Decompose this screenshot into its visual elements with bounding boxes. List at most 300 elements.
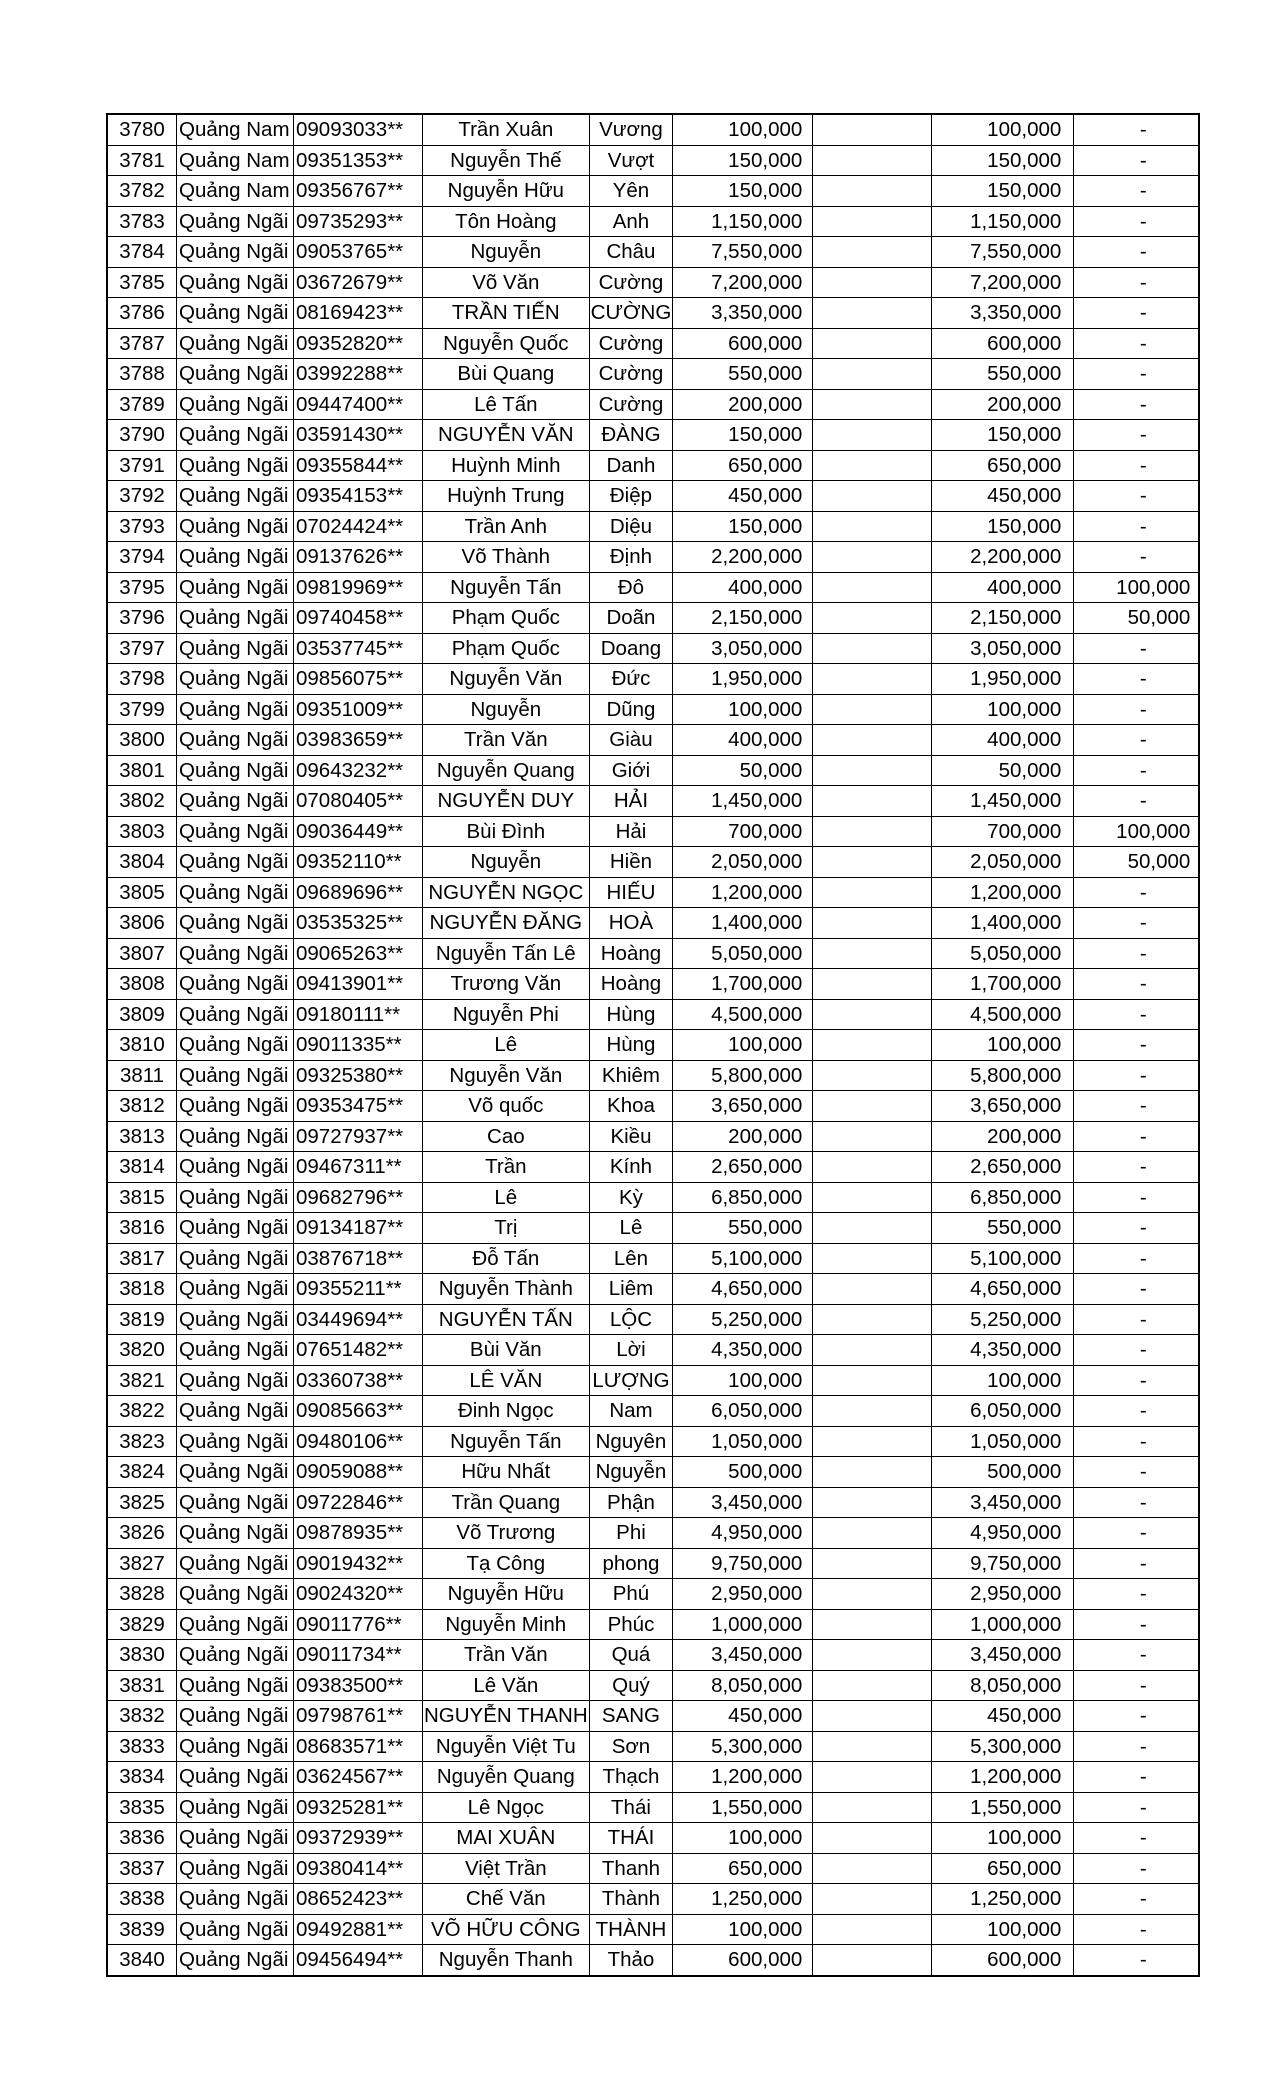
table-row — [107, 1548, 1199, 1579]
paid-amount-cell: 200,000 — [932, 1121, 1074, 1152]
amount-cell: 4,500,000 — [673, 999, 813, 1030]
first-name-cell: Cường — [589, 389, 673, 420]
row-number-cell: 3815 — [107, 1182, 177, 1213]
extra-amount-cell: - — [1074, 1121, 1200, 1152]
first-name-cell: SANG — [589, 1701, 673, 1732]
blank-cell — [813, 298, 932, 329]
province-cell: Quảng Ngãi — [177, 1487, 294, 1518]
row-number-cell: 3820 — [107, 1335, 177, 1366]
table-row — [107, 450, 1199, 481]
extra-amount-cell: - — [1074, 1945, 1200, 1976]
phone-cell: 09352110** — [294, 847, 423, 878]
first-name-cell: Phận — [589, 1487, 673, 1518]
phone-cell: 09325281** — [294, 1792, 423, 1823]
first-name-cell: Thái — [589, 1792, 673, 1823]
paid-amount-cell: 150,000 — [932, 511, 1074, 542]
blank-cell — [813, 1030, 932, 1061]
last-name-cell: Nguyễn Hữu — [423, 1579, 590, 1610]
first-name-cell: THÁI — [589, 1823, 673, 1854]
province-cell: Quảng Ngãi — [177, 481, 294, 512]
paid-amount-cell: 600,000 — [932, 328, 1074, 359]
last-name-cell: NGUYỄN DUY — [423, 786, 590, 817]
extra-amount-cell: - — [1074, 1152, 1200, 1183]
first-name-cell: Kính — [589, 1152, 673, 1183]
amount-cell: 100,000 — [673, 1823, 813, 1854]
phone-cell: 09856075** — [294, 664, 423, 695]
paid-amount-cell: 2,050,000 — [932, 847, 1074, 878]
row-number-cell: 3818 — [107, 1274, 177, 1305]
phone-cell: 09059088** — [294, 1457, 423, 1488]
last-name-cell: Trần Xuân — [423, 114, 590, 145]
last-name-cell: NGUYỄN TẤN — [423, 1304, 590, 1335]
province-cell: Quảng Ngãi — [177, 1182, 294, 1213]
first-name-cell: Vương — [589, 114, 673, 145]
amount-cell: 7,550,000 — [673, 237, 813, 268]
row-number-cell: 3828 — [107, 1579, 177, 1610]
row-number-cell: 3814 — [107, 1152, 177, 1183]
extra-amount-cell: - — [1074, 1670, 1200, 1701]
amount-cell: 5,050,000 — [673, 938, 813, 969]
blank-cell — [813, 1609, 932, 1640]
phone-cell: 09137626** — [294, 542, 423, 573]
paid-amount-cell: 550,000 — [932, 1213, 1074, 1244]
blank-cell — [813, 1548, 932, 1579]
amount-cell: 200,000 — [673, 389, 813, 420]
amount-cell: 4,950,000 — [673, 1518, 813, 1549]
first-name-cell: Liêm — [589, 1274, 673, 1305]
row-number-cell: 3783 — [107, 206, 177, 237]
province-cell: Quảng Nam — [177, 114, 294, 145]
table-row — [107, 1243, 1199, 1274]
phone-cell: 09735293** — [294, 206, 423, 237]
amount-cell: 150,000 — [673, 420, 813, 451]
table-body — [107, 114, 1199, 1976]
province-cell: Quảng Ngãi — [177, 1396, 294, 1427]
last-name-cell: Nguyễn Việt Tu — [423, 1731, 590, 1762]
province-cell: Quảng Ngãi — [177, 908, 294, 939]
table-row — [107, 1365, 1199, 1396]
first-name-cell: Phi — [589, 1518, 673, 1549]
extra-amount-cell: - — [1074, 237, 1200, 268]
last-name-cell: Nguyễn Phi — [423, 999, 590, 1030]
province-cell: Quảng Ngãi — [177, 1060, 294, 1091]
last-name-cell: Đinh Ngọc — [423, 1396, 590, 1427]
extra-amount-cell: 100,000 — [1074, 816, 1200, 847]
paid-amount-cell: 3,350,000 — [932, 298, 1074, 329]
blank-cell — [813, 1335, 932, 1366]
blank-cell — [813, 1670, 932, 1701]
row-number-cell: 3825 — [107, 1487, 177, 1518]
row-number-cell: 3784 — [107, 237, 177, 268]
table-row — [107, 1396, 1199, 1427]
row-number-cell: 3791 — [107, 450, 177, 481]
first-name-cell: Đức — [589, 664, 673, 695]
first-name-cell: LỘC — [589, 1304, 673, 1335]
first-name-cell: Thanh — [589, 1853, 673, 1884]
blank-cell — [813, 511, 932, 542]
phone-cell: 03624567** — [294, 1762, 423, 1793]
row-number-cell: 3819 — [107, 1304, 177, 1335]
blank-cell — [813, 206, 932, 237]
paid-amount-cell: 1,000,000 — [932, 1609, 1074, 1640]
extra-amount-cell: - — [1074, 267, 1200, 298]
phone-cell: 03591430** — [294, 420, 423, 451]
blank-cell — [813, 1579, 932, 1610]
first-name-cell: Phúc — [589, 1609, 673, 1640]
donation-table — [106, 113, 1200, 1977]
row-number-cell: 3834 — [107, 1762, 177, 1793]
amount-cell: 400,000 — [673, 725, 813, 756]
row-number-cell: 3781 — [107, 145, 177, 176]
last-name-cell: Nguyễn Tấn — [423, 1426, 590, 1457]
phone-cell: 09447400** — [294, 389, 423, 420]
paid-amount-cell: 100,000 — [932, 114, 1074, 145]
amount-cell: 650,000 — [673, 450, 813, 481]
phone-cell: 03449694** — [294, 1304, 423, 1335]
province-cell: Quảng Ngãi — [177, 542, 294, 573]
extra-amount-cell: - — [1074, 389, 1200, 420]
paid-amount-cell: 2,650,000 — [932, 1152, 1074, 1183]
province-cell: Quảng Ngãi — [177, 206, 294, 237]
blank-cell — [813, 389, 932, 420]
amount-cell: 50,000 — [673, 755, 813, 786]
paid-amount-cell: 100,000 — [932, 1914, 1074, 1945]
first-name-cell: Yên — [589, 176, 673, 207]
extra-amount-cell: - — [1074, 1518, 1200, 1549]
row-number-cell: 3794 — [107, 542, 177, 573]
row-number-cell: 3789 — [107, 389, 177, 420]
first-name-cell: HOÀ — [589, 908, 673, 939]
last-name-cell: Nguyễn Văn — [423, 1060, 590, 1091]
blank-cell — [813, 1823, 932, 1854]
extra-amount-cell: - — [1074, 1792, 1200, 1823]
phone-cell: 09351009** — [294, 694, 423, 725]
phone-cell: 09085663** — [294, 1396, 423, 1427]
phone-cell: 03983659** — [294, 725, 423, 756]
table-row — [107, 1518, 1199, 1549]
last-name-cell: Võ quốc — [423, 1091, 590, 1122]
extra-amount-cell: - — [1074, 877, 1200, 908]
table-row — [107, 114, 1199, 145]
table-row — [107, 1487, 1199, 1518]
first-name-cell: Hùng — [589, 999, 673, 1030]
extra-amount-cell: - — [1074, 359, 1200, 390]
extra-amount-cell: - — [1074, 633, 1200, 664]
row-number-cell: 3792 — [107, 481, 177, 512]
table-row — [107, 572, 1199, 603]
blank-cell — [813, 1243, 932, 1274]
blank-cell — [813, 1792, 932, 1823]
last-name-cell: Bùi Đình — [423, 816, 590, 847]
amount-cell: 5,250,000 — [673, 1304, 813, 1335]
amount-cell: 5,300,000 — [673, 1731, 813, 1762]
paid-amount-cell: 100,000 — [932, 1823, 1074, 1854]
province-cell: Quảng Ngãi — [177, 1914, 294, 1945]
last-name-cell: Nguyễn Quang — [423, 1762, 590, 1793]
row-number-cell: 3801 — [107, 755, 177, 786]
first-name-cell: HẢI — [589, 786, 673, 817]
extra-amount-cell: - — [1074, 481, 1200, 512]
paid-amount-cell: 6,050,000 — [932, 1396, 1074, 1427]
phone-cell: 08652423** — [294, 1884, 423, 1915]
last-name-cell: Nguyễn Thành — [423, 1274, 590, 1305]
extra-amount-cell: - — [1074, 755, 1200, 786]
row-number-cell: 3793 — [107, 511, 177, 542]
extra-amount-cell: - — [1074, 1487, 1200, 1518]
phone-cell: 07651482** — [294, 1335, 423, 1366]
amount-cell: 4,650,000 — [673, 1274, 813, 1305]
paid-amount-cell: 2,150,000 — [932, 603, 1074, 634]
row-number-cell: 3790 — [107, 420, 177, 451]
first-name-cell: Lời — [589, 1335, 673, 1366]
paid-amount-cell: 9,750,000 — [932, 1548, 1074, 1579]
province-cell: Quảng Ngãi — [177, 450, 294, 481]
table-row — [107, 1426, 1199, 1457]
first-name-cell: Khiêm — [589, 1060, 673, 1091]
first-name-cell: Sơn — [589, 1731, 673, 1762]
province-cell: Quảng Ngãi — [177, 1091, 294, 1122]
last-name-cell: Nguyễn Hữu — [423, 176, 590, 207]
blank-cell — [813, 420, 932, 451]
paid-amount-cell: 100,000 — [932, 694, 1074, 725]
amount-cell: 1,250,000 — [673, 1884, 813, 1915]
row-number-cell: 3817 — [107, 1243, 177, 1274]
last-name-cell: Nguyễn Tấn — [423, 572, 590, 603]
table-row — [107, 694, 1199, 725]
phone-cell: 09682796** — [294, 1182, 423, 1213]
table-row — [107, 1609, 1199, 1640]
province-cell: Quảng Ngãi — [177, 359, 294, 390]
paid-amount-cell: 8,050,000 — [932, 1670, 1074, 1701]
province-cell: Quảng Ngãi — [177, 1152, 294, 1183]
blank-cell — [813, 1945, 932, 1976]
extra-amount-cell: - — [1074, 420, 1200, 451]
amount-cell: 1,200,000 — [673, 1762, 813, 1793]
paid-amount-cell: 1,200,000 — [932, 877, 1074, 908]
blank-cell — [813, 1121, 932, 1152]
last-name-cell: Trần Văn — [423, 1640, 590, 1671]
table-row — [107, 725, 1199, 756]
last-name-cell: Bùi Quang — [423, 359, 590, 390]
first-name-cell: phong — [589, 1548, 673, 1579]
extra-amount-cell: - — [1074, 1640, 1200, 1671]
phone-cell: 03672679** — [294, 267, 423, 298]
blank-cell — [813, 999, 932, 1030]
last-name-cell: Nguyễn Thanh — [423, 1945, 590, 1976]
last-name-cell: Bùi Văn — [423, 1335, 590, 1366]
row-number-cell: 3826 — [107, 1518, 177, 1549]
amount-cell: 2,150,000 — [673, 603, 813, 634]
table-row — [107, 1731, 1199, 1762]
amount-cell: 7,200,000 — [673, 267, 813, 298]
extra-amount-cell: - — [1074, 725, 1200, 756]
province-cell: Quảng Ngãi — [177, 938, 294, 969]
phone-cell: 09456494** — [294, 1945, 423, 1976]
province-cell: Quảng Ngãi — [177, 999, 294, 1030]
row-number-cell: 3802 — [107, 786, 177, 817]
province-cell: Quảng Ngãi — [177, 1640, 294, 1671]
paid-amount-cell: 5,800,000 — [932, 1060, 1074, 1091]
table-row — [107, 1152, 1199, 1183]
amount-cell: 150,000 — [673, 511, 813, 542]
amount-cell: 3,450,000 — [673, 1487, 813, 1518]
table-row — [107, 145, 1199, 176]
amount-cell: 8,050,000 — [673, 1670, 813, 1701]
extra-amount-cell: - — [1074, 1457, 1200, 1488]
row-number-cell: 3813 — [107, 1121, 177, 1152]
province-cell: Quảng Ngãi — [177, 1030, 294, 1061]
blank-cell — [813, 694, 932, 725]
table-row — [107, 1030, 1199, 1061]
province-cell: Quảng Ngãi — [177, 328, 294, 359]
last-name-cell: Huỳnh Trung — [423, 481, 590, 512]
province-cell: Quảng Ngãi — [177, 694, 294, 725]
blank-cell — [813, 969, 932, 1000]
phone-cell: 09480106** — [294, 1426, 423, 1457]
row-number-cell: 3823 — [107, 1426, 177, 1457]
province-cell: Quảng Ngãi — [177, 1670, 294, 1701]
first-name-cell: Cường — [589, 359, 673, 390]
amount-cell: 700,000 — [673, 816, 813, 847]
last-name-cell: Huỳnh Minh — [423, 450, 590, 481]
last-name-cell: Võ Trương — [423, 1518, 590, 1549]
province-cell: Quảng Ngãi — [177, 633, 294, 664]
table-row — [107, 511, 1199, 542]
phone-cell: 09727937** — [294, 1121, 423, 1152]
last-name-cell: Việt Trần — [423, 1853, 590, 1884]
blank-cell — [813, 633, 932, 664]
province-cell: Quảng Ngãi — [177, 1213, 294, 1244]
row-number-cell: 3805 — [107, 877, 177, 908]
first-name-cell: Hải — [589, 816, 673, 847]
table-row — [107, 1182, 1199, 1213]
amount-cell: 1,700,000 — [673, 969, 813, 1000]
blank-cell — [813, 1182, 932, 1213]
paid-amount-cell: 5,250,000 — [932, 1304, 1074, 1335]
table-row — [107, 1884, 1199, 1915]
paid-amount-cell: 400,000 — [932, 572, 1074, 603]
amount-cell: 550,000 — [673, 1213, 813, 1244]
blank-cell — [813, 1914, 932, 1945]
blank-cell — [813, 1518, 932, 1549]
amount-cell: 400,000 — [673, 572, 813, 603]
table-row — [107, 206, 1199, 237]
table-row — [107, 938, 1199, 969]
phone-cell: 09351353** — [294, 145, 423, 176]
phone-cell: 09798761** — [294, 1701, 423, 1732]
phone-cell: 07024424** — [294, 511, 423, 542]
phone-cell: 09467311** — [294, 1152, 423, 1183]
phone-cell: 09355211** — [294, 1274, 423, 1305]
paid-amount-cell: 7,200,000 — [932, 267, 1074, 298]
paid-amount-cell: 1,250,000 — [932, 1884, 1074, 1915]
blank-cell — [813, 145, 932, 176]
row-number-cell: 3800 — [107, 725, 177, 756]
paid-amount-cell: 3,450,000 — [932, 1487, 1074, 1518]
blank-cell — [813, 1274, 932, 1305]
table-row — [107, 969, 1199, 1000]
phone-cell: 09878935** — [294, 1518, 423, 1549]
last-name-cell: Nguyễn Quốc — [423, 328, 590, 359]
amount-cell: 1,400,000 — [673, 908, 813, 939]
paid-amount-cell: 700,000 — [932, 816, 1074, 847]
paid-amount-cell: 1,450,000 — [932, 786, 1074, 817]
extra-amount-cell: - — [1074, 1304, 1200, 1335]
province-cell: Quảng Ngãi — [177, 237, 294, 268]
last-name-cell: Hữu Nhất — [423, 1457, 590, 1488]
blank-cell — [813, 1365, 932, 1396]
amount-cell: 450,000 — [673, 1701, 813, 1732]
first-name-cell: Giới — [589, 755, 673, 786]
amount-cell: 1,200,000 — [673, 877, 813, 908]
row-number-cell: 3822 — [107, 1396, 177, 1427]
phone-cell: 09325380** — [294, 1060, 423, 1091]
table-row — [107, 1579, 1199, 1610]
province-cell: Quảng Ngãi — [177, 572, 294, 603]
blank-cell — [813, 664, 932, 695]
table-row — [107, 1091, 1199, 1122]
extra-amount-cell: - — [1074, 1396, 1200, 1427]
paid-amount-cell: 2,950,000 — [932, 1579, 1074, 1610]
amount-cell: 6,050,000 — [673, 1396, 813, 1427]
last-name-cell: Trần — [423, 1152, 590, 1183]
province-cell: Quảng Ngãi — [177, 511, 294, 542]
phone-cell: 09380414** — [294, 1853, 423, 1884]
table-row — [107, 1335, 1199, 1366]
table-row — [107, 176, 1199, 207]
first-name-cell: Diệu — [589, 511, 673, 542]
extra-amount-cell: - — [1074, 664, 1200, 695]
last-name-cell: Nguyễn Văn — [423, 664, 590, 695]
table-row — [107, 816, 1199, 847]
last-name-cell: Nguyễn Quang — [423, 755, 590, 786]
last-name-cell: Đỗ Tấn — [423, 1243, 590, 1274]
last-name-cell: Võ Văn — [423, 267, 590, 298]
province-cell: Quảng Ngãi — [177, 267, 294, 298]
paid-amount-cell: 3,050,000 — [932, 633, 1074, 664]
first-name-cell: ĐÀNG — [589, 420, 673, 451]
province-cell: Quảng Ngãi — [177, 1304, 294, 1335]
row-number-cell: 3803 — [107, 816, 177, 847]
table-row — [107, 328, 1199, 359]
first-name-cell: Điệp — [589, 481, 673, 512]
extra-amount-cell: - — [1074, 298, 1200, 329]
table-row — [107, 1914, 1199, 1945]
first-name-cell: Quý — [589, 1670, 673, 1701]
last-name-cell: Võ Thành — [423, 542, 590, 573]
blank-cell — [813, 1060, 932, 1091]
blank-cell — [813, 572, 932, 603]
province-cell: Quảng Nam — [177, 176, 294, 207]
amount-cell: 2,950,000 — [673, 1579, 813, 1610]
first-name-cell: Hoàng — [589, 938, 673, 969]
table-row — [107, 786, 1199, 817]
amount-cell: 1,550,000 — [673, 1792, 813, 1823]
table-row — [107, 1304, 1199, 1335]
phone-cell: 09740458** — [294, 603, 423, 634]
amount-cell: 1,000,000 — [673, 1609, 813, 1640]
last-name-cell: Phạm Quốc — [423, 633, 590, 664]
paid-amount-cell: 4,950,000 — [932, 1518, 1074, 1549]
paid-amount-cell: 450,000 — [932, 1701, 1074, 1732]
paid-amount-cell: 2,200,000 — [932, 542, 1074, 573]
blank-cell — [813, 267, 932, 298]
blank-cell — [813, 1853, 932, 1884]
phone-cell: 09065263** — [294, 938, 423, 969]
phone-cell: 09093033** — [294, 114, 423, 145]
last-name-cell: Trương Văn — [423, 969, 590, 1000]
phone-cell: 09819969** — [294, 572, 423, 603]
